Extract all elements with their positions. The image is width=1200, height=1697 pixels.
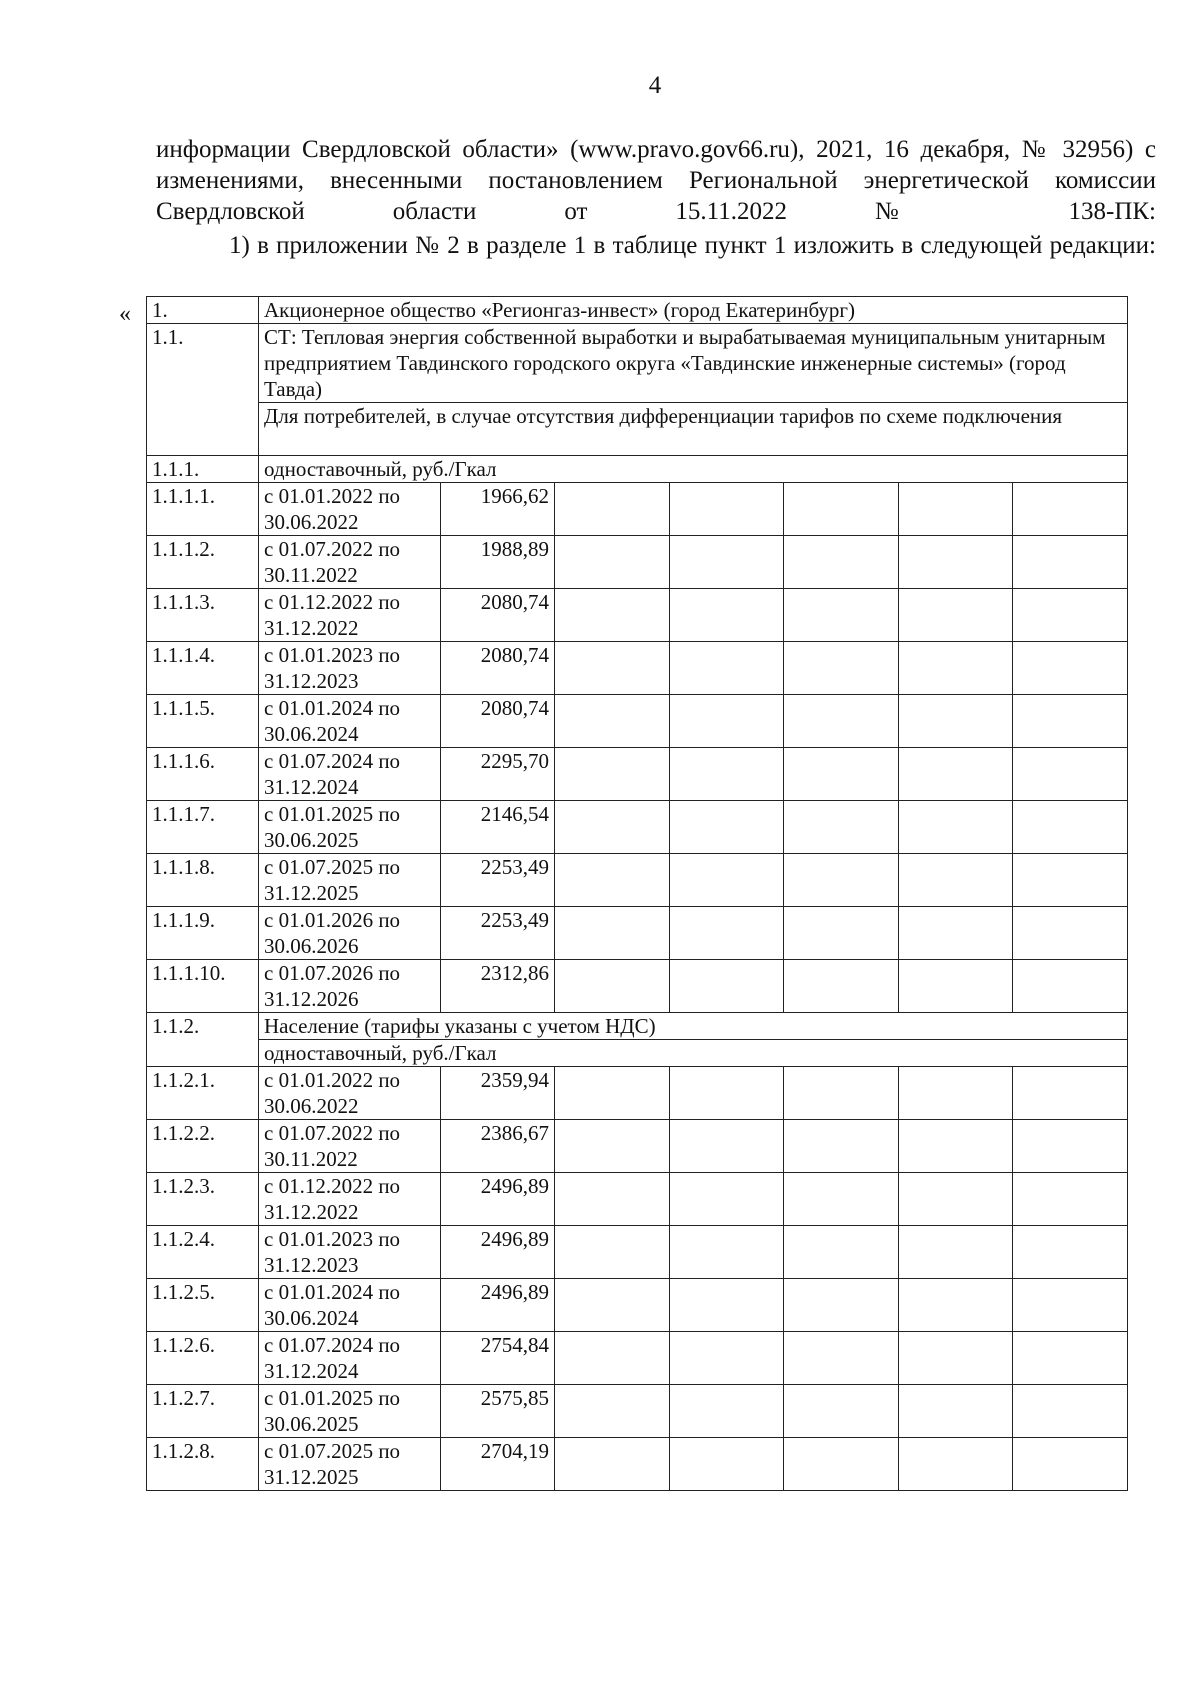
empty-cell: [670, 1438, 784, 1491]
intro-paragraph: информации Свердловской области» (www.pravo.gov66.ru), 2021, 16 декабря, № 32956) с изменениями, внесенными постановлением Региональной энергетической комиссии Свердловской области от 15.11.2022 № 138-ПК:: [156, 136, 1156, 225]
empty-cell: [899, 483, 1013, 536]
table-row: [147, 907, 1128, 960]
table-row: [147, 536, 1128, 589]
empty-cell: [555, 642, 670, 695]
row-number: 1.1.2.8.: [147, 1438, 259, 1491]
tariff-value: 2312,86: [441, 960, 555, 1013]
empty-cell: [784, 1438, 899, 1491]
period-cell: с 01.01.2026 по 30.06.2026: [259, 907, 441, 960]
empty-cell: [784, 748, 899, 801]
empty-cell: [1013, 536, 1128, 589]
empty-cell: [1013, 1120, 1128, 1173]
row-number: 1.1.1.4.: [147, 642, 259, 695]
empty-cell: [1013, 1279, 1128, 1332]
tariff-value: 2253,49: [441, 907, 555, 960]
empty-cell: [670, 907, 784, 960]
table-row: [147, 456, 1128, 483]
row-number: 1.1.2.6.: [147, 1332, 259, 1385]
opening-quote-mark: «: [119, 301, 131, 327]
empty-cell: [670, 1120, 784, 1173]
row-number: 1.1.1.9.: [147, 907, 259, 960]
empty-cell: [899, 1067, 1013, 1120]
empty-cell: [784, 642, 899, 695]
period-cell: с 01.01.2024 по 30.06.2024: [259, 695, 441, 748]
empty-cell: [555, 536, 670, 589]
empty-cell: [784, 536, 899, 589]
row-number: 1.1.2.1.: [147, 1067, 259, 1120]
tariff-value: 2386,67: [441, 1120, 555, 1173]
empty-cell: [784, 907, 899, 960]
empty-cell: [784, 1332, 899, 1385]
tariff-value: 2704,19: [441, 1438, 555, 1491]
row-number: 1.1.1.1.: [147, 483, 259, 536]
empty-cell: [555, 1173, 670, 1226]
table-row: [147, 1279, 1128, 1332]
period-cell: с 01.01.2025 по 30.06.2025: [259, 1385, 441, 1438]
empty-cell: [1013, 801, 1128, 854]
consumer-category: Для потребителей, в случае отсутствия дифференциации тарифов по схеме подключения: [259, 403, 1128, 456]
tariff-type-label: одноставочный, руб./Гкал: [259, 1040, 1128, 1067]
empty-cell: [1013, 642, 1128, 695]
tariff-value: 2146,54: [441, 801, 555, 854]
table-row: [147, 1438, 1128, 1491]
empty-cell: [899, 1226, 1013, 1279]
period-cell: с 01.07.2022 по 30.11.2022: [259, 1120, 441, 1173]
table-row: [147, 1226, 1128, 1279]
tariff-value: 2359,94: [441, 1067, 555, 1120]
table-row: [147, 960, 1128, 1013]
empty-cell: [670, 536, 784, 589]
empty-cell: [670, 1279, 784, 1332]
tariff-value: 2496,89: [441, 1173, 555, 1226]
table-row: [147, 801, 1128, 854]
period-cell: с 01.01.2023 по 31.12.2023: [259, 642, 441, 695]
tariff-value: 2080,74: [441, 589, 555, 642]
period-cell: с 01.07.2026 по 31.12.2026: [259, 960, 441, 1013]
empty-cell: [899, 589, 1013, 642]
empty-cell: [784, 960, 899, 1013]
empty-cell: [899, 1332, 1013, 1385]
table-row: [147, 1013, 1128, 1040]
empty-cell: [899, 1120, 1013, 1173]
table-row: [147, 324, 1128, 403]
empty-cell: [1013, 854, 1128, 907]
row-number: 1.1.1.6.: [147, 748, 259, 801]
period-cell: с 01.07.2024 по 31.12.2024: [259, 1332, 441, 1385]
empty-cell: [1013, 1226, 1128, 1279]
table-row: [147, 695, 1128, 748]
empty-cell: [784, 483, 899, 536]
tariff-value: 2496,89: [441, 1279, 555, 1332]
empty-cell: [555, 1438, 670, 1491]
empty-cell: [899, 854, 1013, 907]
period-cell: с 01.01.2025 по 30.06.2025: [259, 801, 441, 854]
empty-cell: [670, 854, 784, 907]
intro-instruction: 1) в приложении № 2 в разделе 1 в таблице пункт 1 изложить в следующей редакции:: [229, 232, 1156, 259]
table-row: [147, 1120, 1128, 1173]
empty-cell: [1013, 695, 1128, 748]
empty-cell: [670, 695, 784, 748]
empty-cell: [899, 801, 1013, 854]
empty-cell: [555, 748, 670, 801]
row-number: 1.1.2.4.: [147, 1226, 259, 1279]
period-cell: с 01.07.2025 по 31.12.2025: [259, 1438, 441, 1491]
tariff-description: СТ: Тепловая энергия собственной выработки и вырабатываемая муниципальным унитарным предприятием Тавдинского городского округа «Тавдинские инженерные системы» (город Тавда): [259, 324, 1128, 403]
table-row: [147, 1332, 1128, 1385]
empty-cell: [899, 1385, 1013, 1438]
empty-cell: [899, 695, 1013, 748]
empty-cell: [784, 695, 899, 748]
table-row: [147, 589, 1128, 642]
table-row: [147, 1385, 1128, 1438]
empty-cell: [899, 1173, 1013, 1226]
empty-cell: [670, 960, 784, 1013]
tariff-value: 1988,89: [441, 536, 555, 589]
period-cell: с 01.07.2025 по 31.12.2025: [259, 854, 441, 907]
table-row: [147, 1040, 1128, 1067]
empty-cell: [899, 960, 1013, 1013]
row-number: 1.1.2.7.: [147, 1385, 259, 1438]
empty-cell: [899, 748, 1013, 801]
empty-cell: [670, 483, 784, 536]
tariff-table-body: [147, 297, 1128, 1491]
empty-cell: [555, 1279, 670, 1332]
tariff-value: 2575,85: [441, 1385, 555, 1438]
table-row: [147, 403, 1128, 456]
row-number: 1.1.1.2.: [147, 536, 259, 589]
row-number: 1.1.1.7.: [147, 801, 259, 854]
period-cell: с 01.01.2022 по 30.06.2022: [259, 1067, 441, 1120]
empty-cell: [899, 1279, 1013, 1332]
empty-cell: [670, 1332, 784, 1385]
table-row: [147, 483, 1128, 536]
page-number: 4: [648, 72, 662, 99]
row-number: 1.: [147, 297, 259, 324]
row-number: 1.1.1.5.: [147, 695, 259, 748]
period-cell: с 01.12.2022 по 31.12.2022: [259, 589, 441, 642]
period-cell: с 01.01.2024 по 30.06.2024: [259, 1279, 441, 1332]
empty-cell: [670, 589, 784, 642]
population-label: Население (тарифы указаны с учетом НДС): [259, 1013, 1128, 1040]
empty-cell: [670, 801, 784, 854]
tariff-value: 2253,49: [441, 854, 555, 907]
empty-cell: [1013, 1438, 1128, 1491]
row-number: 1.1.1.10.: [147, 960, 259, 1013]
empty-cell: [670, 748, 784, 801]
tariff-value: 2080,74: [441, 642, 555, 695]
empty-cell: [555, 1067, 670, 1120]
empty-cell: [670, 1173, 784, 1226]
empty-cell: [784, 1226, 899, 1279]
row-number: 1.1.2.: [147, 1013, 259, 1067]
row-number: 1.1.1.8.: [147, 854, 259, 907]
table-row: [147, 1173, 1128, 1226]
empty-cell: [670, 1067, 784, 1120]
empty-cell: [555, 801, 670, 854]
empty-cell: [899, 642, 1013, 695]
tariff-value: 1966,62: [441, 483, 555, 536]
table-row: [147, 297, 1128, 324]
table-row: [147, 854, 1128, 907]
empty-cell: [555, 589, 670, 642]
row-number: 1.1.: [147, 324, 259, 456]
empty-cell: [1013, 907, 1128, 960]
empty-cell: [784, 854, 899, 907]
empty-cell: [899, 536, 1013, 589]
empty-cell: [555, 1226, 670, 1279]
row-number: 1.1.2.2.: [147, 1120, 259, 1173]
empty-cell: [670, 1385, 784, 1438]
empty-cell: [555, 960, 670, 1013]
tariff-value: 2754,84: [441, 1332, 555, 1385]
organization-name: Акционерное общество «Регионгаз-инвест» (город Екатеринбург): [259, 297, 1128, 324]
row-number: 1.1.2.5.: [147, 1279, 259, 1332]
empty-cell: [784, 589, 899, 642]
empty-cell: [555, 1385, 670, 1438]
tariff-value: 2080,74: [441, 695, 555, 748]
empty-cell: [784, 1279, 899, 1332]
empty-cell: [555, 1332, 670, 1385]
empty-cell: [1013, 748, 1128, 801]
row-number: 1.1.2.3.: [147, 1173, 259, 1226]
row-number: 1.1.1.3.: [147, 589, 259, 642]
empty-cell: [1013, 483, 1128, 536]
empty-cell: [670, 642, 784, 695]
empty-cell: [555, 907, 670, 960]
period-cell: с 01.07.2024 по 31.12.2024: [259, 748, 441, 801]
row-number: 1.1.1.: [147, 456, 259, 483]
empty-cell: [899, 907, 1013, 960]
period-cell: с 01.01.2023 по 31.12.2023: [259, 1226, 441, 1279]
empty-cell: [1013, 589, 1128, 642]
empty-cell: [1013, 1067, 1128, 1120]
tariff-value: 2496,89: [441, 1226, 555, 1279]
tariff-type-label: одноставочный, руб./Гкал: [259, 456, 1128, 483]
empty-cell: [1013, 1332, 1128, 1385]
empty-cell: [784, 801, 899, 854]
tariff-table: [146, 296, 1128, 1491]
empty-cell: [1013, 960, 1128, 1013]
empty-cell: [899, 1438, 1013, 1491]
empty-cell: [784, 1067, 899, 1120]
empty-cell: [555, 483, 670, 536]
period-cell: с 01.07.2022 по 30.11.2022: [259, 536, 441, 589]
empty-cell: [1013, 1385, 1128, 1438]
table-row: [147, 642, 1128, 695]
empty-cell: [784, 1120, 899, 1173]
empty-cell: [784, 1385, 899, 1438]
empty-cell: [555, 1120, 670, 1173]
tariff-value: 2295,70: [441, 748, 555, 801]
period-cell: с 01.12.2022 по 31.12.2022: [259, 1173, 441, 1226]
empty-cell: [555, 695, 670, 748]
empty-cell: [784, 1173, 899, 1226]
table-row: [147, 1067, 1128, 1120]
empty-cell: [1013, 1173, 1128, 1226]
empty-cell: [670, 1226, 784, 1279]
table-row: [147, 748, 1128, 801]
period-cell: с 01.01.2022 по 30.06.2022: [259, 483, 441, 536]
empty-cell: [555, 854, 670, 907]
